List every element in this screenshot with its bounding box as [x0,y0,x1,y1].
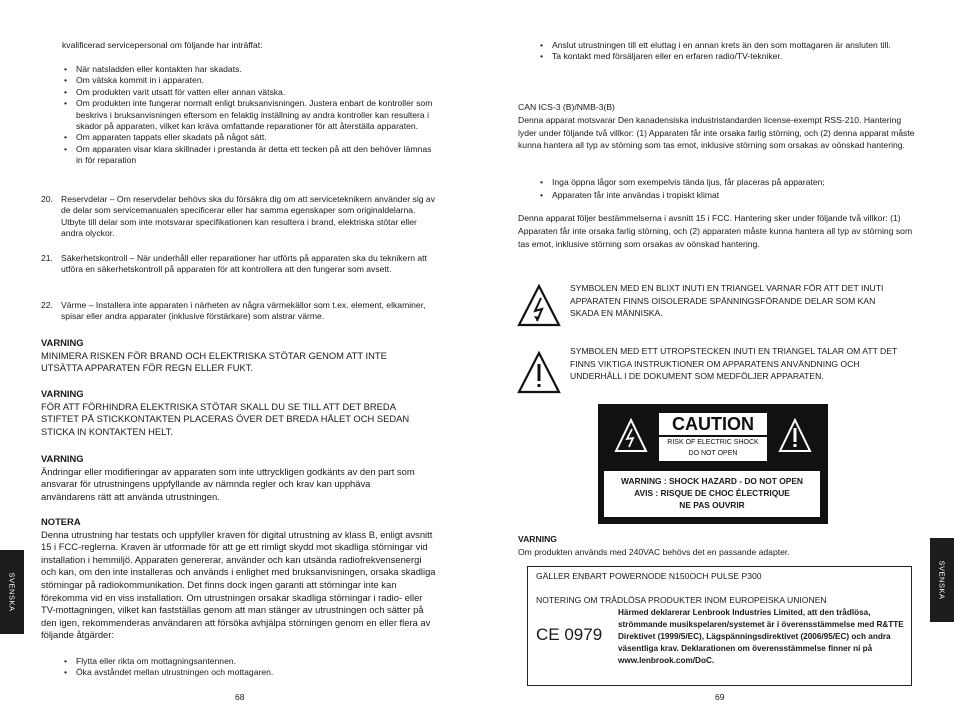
warning-heading: VARNING [518,534,557,544]
caution-divider [659,435,767,437]
lightning-triangle-icon [614,418,648,454]
lightning-symbol-text: SYMBOLEN MED EN BLIXT INUTI EN TRIANGEL VARNAR FÖR ATT DET INUTI APPARATEN FINNS OISOLERADE SPÄNNINGSFÖRANDE DELAR SOM KAN SKADA EN MÄNNISKA. [570,283,884,319]
warning-heading: VARNING [41,388,84,399]
adapter-warning [518,533,916,559]
warning-fire [41,337,426,375]
note-fcc [41,516,436,642]
right-mid-bullet-list [534,176,914,202]
warning-text: FÖR ATT FÖRHINDRA ELEKTRISKA STÖTAR SKALL DU SE TILL ATT DET BREDA STIFTET PÅ STICKKONTAKTEN PLACERAS ÖVER DET BREDA HÅLET OCH SEDAN STICKA IN KONTAKTEN HELT. [41,400,410,437]
list-item: • Ta kontakt med försäljaren eller en erfaren radio/TV-tekniker. [534,51,914,62]
caution-warning-fr-2: NE PAS OUVRIR [679,500,745,510]
list-item: • Om produkten varit utsatt för vatten eller annan vätska. [58,87,438,98]
warning-text: Om produkten används med 240VAC behövs det en passande adapter. [518,546,790,557]
exclamation-symbol-text: SYMBOLEN MED ETT UTROPSTECKEN INUTI EN TRIANGEL TALAR OM ATT DET FINNS VIKTIGA INSTRUKTIONER OM APPARATENS ANVÄNDNING OCH UNDERHÅLL I DE DOKUMENT SOM MEDFÖLJER APPARATEN. [570,346,898,382]
item-number: 22. [41,300,53,310]
side-tab-label: SVENSKA [937,560,947,600]
warning-heading: VARNING [41,453,84,464]
exclamation-triangle-icon [778,418,812,454]
left-intro: kvalificerad servicepersonal om följande har inträffat: [62,40,263,50]
warning-modifications [41,453,426,503]
list-item: • Om apparaten tappats eller skadats på något sätt. [58,132,438,143]
warning-text: MINIMERA RISKEN FÖR BRAND OCH ELEKTRISKA STÖTAR GENOM ATT INTE UTSÄTTA APPARATEN FÖR REGN ELLER FUKT. [41,349,387,374]
list-item: • När natsladden eller kontakten har skadats. [58,64,438,75]
warning-heading: VARNING [41,337,84,348]
fcc-compliance-text: Denna apparat följer bestämmelserna i avsnitt 15 i FCC. Hantering sker under följande två villkor: (1) Apparaten får inte orsaka farlig störning, och (2) apparaten måste kunna hantera all typ av störning som tas emot, inklusive störning som orsakas av oönskad hantering. [518,213,913,249]
item-text: Säkerhetskontroll – När underhåll eller reparationer har utförts på apparaten ska du teknikern att utföra en säkerhetskontroll på apparaten för att kontrollera att den fungerar som avsett. [61,253,427,275]
side-tab-label: SVENSKA [7,572,17,612]
box-line1: GÄLLER ENBART POWERNODE N150OCH PULSE P300 [536,571,762,581]
list-item: • Om vätska kommit in i apparaten. [58,75,438,86]
item-text: Reservdelar – Om reservdelar behövs ska du försäkra dig om att serviceteknikern använder sig av de delar som servicemanualen specificerar eller har samma egenskaper som originaldelarna. Utbyte till delar som inte motsvarar specifikationen kan resultera i brand, elektriska stötar eller andra olyckor. [61,194,436,239]
list-item: • Anslut utrustningen till ett eluttag i en annan krets än den som mottagaren är ansluten till. [534,40,914,51]
list-item: • Flytta eller rikta om mottagningsantennen. [58,656,438,667]
list-item: • Öka avståndet mellan utrustningen och mottagaren. [58,667,438,678]
eu-compliance-box [527,566,912,686]
list-item: • Om produkten inte fungerar normalt enligt bruksanvisningen. Justera enbart de kontroller som beskrivs i bruksanvisningen eftersom en felaktig inställning av andra kontroller kan resultera i skador på apparaten, vilket kan kräva omfattande reparationer för att återställa apparaten. [58,98,438,132]
numbered-item-21 [41,253,436,289]
caution-warning-en: WARNING : SHOCK HAZARD - DO NOT OPEN [621,476,803,486]
caution-title: CAUTION [672,414,754,434]
warning-plug [41,388,426,438]
list-item: • Inga öppna lågor som exempelvis tända ljus, får placeras på apparaten; [534,176,914,189]
numbered-item-22 [41,300,436,324]
caution-title-panel [659,413,767,461]
item-number: 20. [41,194,53,204]
right-top-bullet-list [534,40,914,63]
caution-line1: RISK OF ELECTRIC SHOCK [667,439,759,446]
numbered-item-20 [41,194,436,242]
item-number: 21. [41,253,53,263]
left-bullet-list [58,64,438,167]
canada-text: Denna apparat motsvarar Den kanadensiska industristandarden license-exempt RSS-210. Hantering lyder under följande två villkor: (1) Apparaten får inte orsaka farlig störning, och (2) denna apparat måste kunna hantera all typ av störning som tas emot, inklusive störning som orsakas av oönskad hantering. [518,114,915,151]
language-side-tab-right [930,538,954,622]
caution-warning-fr: AVIS : RISQUE DE CHOC ÉLECTRIQUE [634,488,790,498]
page-number-right: 69 [715,692,725,702]
language-side-tab-left [0,550,24,634]
note-text: Denna utrustning har testats och uppfyller kraven för digital utrustning av klass B, enligt avsnitt 15 i FCC-reglerna. Kraven är utformade för att ge ett rimligt skydd mot skadliga störningar vid installation i hemmiljö. Apparaten genererar, använder och kan utsända radiofrekvensenergi och kan, om den inte installeras och används i enlighet med bruksanvisningen, orsaka skadliga störningar på radiokommunikation. Det finns dock ingen garanti att störningar inte kan förekomma vid en viss installation. Om utrustningen orsakar skadliga störningar i radio- eller TV-mottagningen, vilket kan fastställas genom att man stänger av utrustningen och sätter på den igen, rekommenderas användaren att försöka avhjälpa störningen genom en eller flera av följande åtgärder: [41,528,436,641]
page-number-left: 68 [235,692,245,702]
caution-label [598,404,828,524]
item-text: Värme – Installera inte apparaten i närheten av några värmekällor som t.ex. element, elkaminer, spisar eller andra apparater (inklusive förstärkare) som alstrar värme. [61,300,426,322]
box-declaration: Härmed deklarerar Lenbrook Industries Limited, att den trådlösa, strömmande musikspelaren/systemet är i överensstämmelse med R&TTE Direktivet (1999/5/EC), Lägspänningsdirektivet (2006/95/EC) och andra väsentliga krav. Deklarationen om överensstämmelse finner ni på www.lenbrook.com/DoC. [618,608,904,665]
canada-compliance [518,101,916,152]
note-heading: NOTERA [41,516,81,527]
ce-mark: CE 0979 [536,625,603,644]
exclamation-triangle-icon [517,351,561,395]
list-item: • Om apparaten visar klara skillnader i prestanda är detta ett tecken på att den behöver lämnas in för reparation [58,144,438,167]
left-bottom-bullet-list [58,656,438,679]
canada-heading: CAN ICS-3 (B)/NMB-3(B) [518,102,615,112]
warning-text: Ändringar eller modifieringar av apparaten som inte uttryckligen godkänts av den part som ansvarar för utrustningens uppfyllande av nämnda regler och krav kan upphäva användarens rätt att använda utrustningen. [41,465,415,502]
list-item: • Apparaten får inte användas i tropiskt klimat [534,189,914,202]
caution-line2: DO NOT OPEN [688,450,738,457]
box-line2: NOTERING OM TRÅDLÖSA PRODUKTER INOM EUROPEISKA UNIONEN [536,595,827,605]
lightning-triangle-icon [517,284,561,328]
caution-warning-panel [604,471,820,517]
